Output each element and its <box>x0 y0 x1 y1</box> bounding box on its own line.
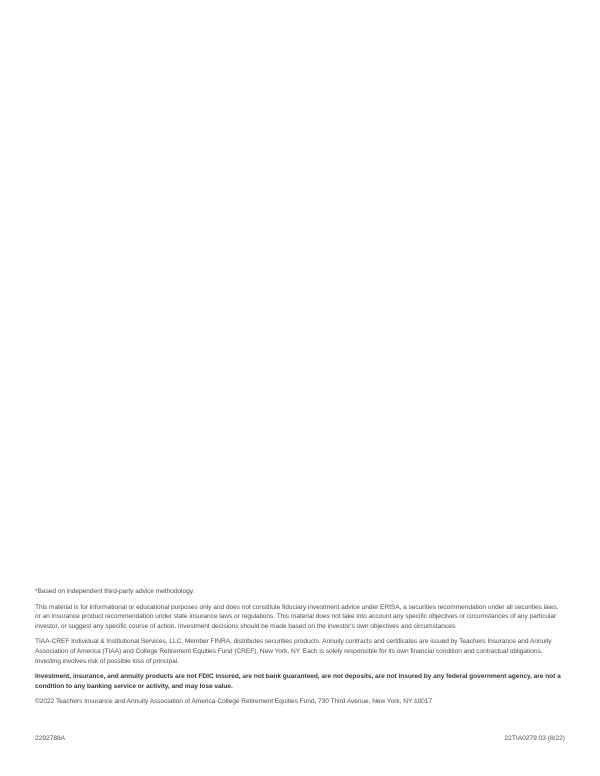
copyright-text: ©2022 Teachers Insurance and Annuity Association of America-College Retirement Equities Fund, 730 Third Avenue, New York, NY 10017 <box>35 698 433 706</box>
footnote-text: *Based on independent third-party advice methodology. <box>35 588 195 595</box>
footer-right-code: 22TIA0279.03 (8/22) <box>504 735 565 742</box>
footer-left-code: 2292788A <box>35 735 66 742</box>
fdic-warning: Investment, insurance, and annuity products are not FDIC insured, are not bank guaranteed, are not deposits, are not insured by any federal government agency, are not a condition to any banking service or activity, and may lose value. <box>35 673 561 690</box>
disclosures-section <box>35 587 565 707</box>
informational-disclaimer: This material is for informational or educational purposes only and does not constitute fiduciary investment advice under ERISA, a securities recommendation under all securities laws, or an insurance product recommendation under state insurance laws or regulations. This material does not take into account any specific objectives or circumstances of any particular investor, or suggest any specific course of action. Investment decisions should be made based on the investor's own objectives and circumstances. <box>35 603 559 630</box>
tiaa-cref-disclaimer: TIAA-CREF Individual & Institutional Services, LLC, Member FINRA, distributes securities products. Annuity contracts and certificates are issued by Teachers Insurance and Annuity Association of America (TIAA) and College Retirement Equities Fund (CREF), New York, NY. Each is solely responsible for its own financial condition and contractual obligations. Investing involves risk of possible loss of principal. <box>35 638 552 665</box>
